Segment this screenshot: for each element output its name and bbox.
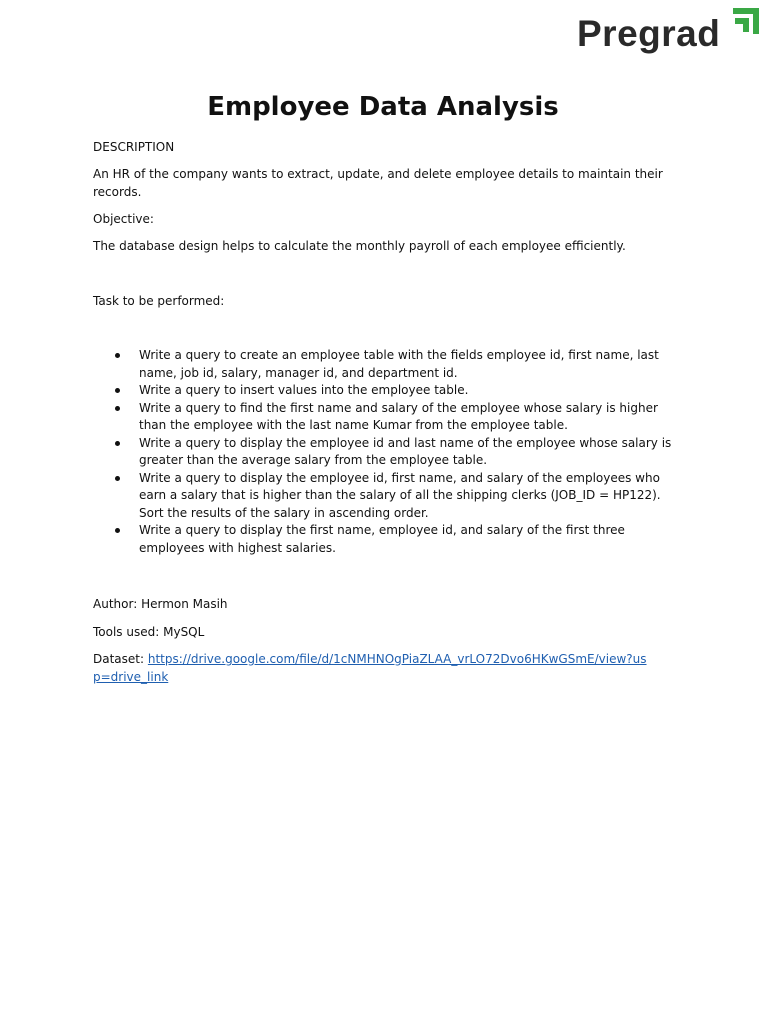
objective-heading: Objective: [93,212,154,226]
logo-wordmark: Pregrad [577,13,721,54]
bullet-icon [115,476,120,481]
bullet-icon [115,406,120,411]
author-line [93,596,673,614]
bullet-icon [115,353,120,358]
dataset-line [93,651,653,686]
logo-arrow-icon [729,4,763,38]
description-heading: DESCRIPTION [93,140,175,154]
task-item: Write a query to display the employee id and last name of the employee whose salary is greater than the average salary from the employee table. [93,435,683,470]
dataset-label: Dataset: [93,652,145,666]
task-item: Write a query to display the employee id, first name, and salary of the employees who earn a salary that is higher than the salary of all the shipping clerks (JOB_ID = HP122). Sort the results of the salary in ascending order. [93,470,683,523]
author-label: Author: [93,597,138,611]
author-name: Hermon Masih [141,597,228,611]
bullet-icon [115,388,120,393]
dataset-link[interactable]: https://drive.google.com/file/d/1cNMHNOgPiaZLAA_vrLO72Dvo6HKwGSmE/view?usp=drive_link [93,652,647,684]
document-title: Employee Data Analysis [207,92,559,122]
pregrad-logo [577,4,763,58]
tools-label: Tools used: [93,625,160,639]
task-item: Write a query to display the first name, employee id, and salary of the first three employees with highest salaries. [93,522,683,557]
tools-value: MySQL [163,625,205,639]
tools-line [93,624,673,642]
task-item: Write a query to find the first name and salary of the employee whose salary is higher than the employee with the last name Kumar from the employee table. [93,400,683,435]
task-item: Write a query to create an employee table with the fields employee id, first name, last name, job id, salary, manager id, and department id. [93,347,683,382]
task-item: Write a query to insert values into the employee table. [93,382,683,400]
description-text: An HR of the company wants to extract, update, and delete employee details to maintain their records. [93,167,663,199]
bullet-icon [115,528,120,533]
objective-text: The database design helps to calculate the monthly payroll of each employee efficiently. [93,239,626,253]
task-list [93,347,683,557]
bullet-icon [115,441,120,446]
tasks-heading: Task to be performed: [93,294,225,308]
